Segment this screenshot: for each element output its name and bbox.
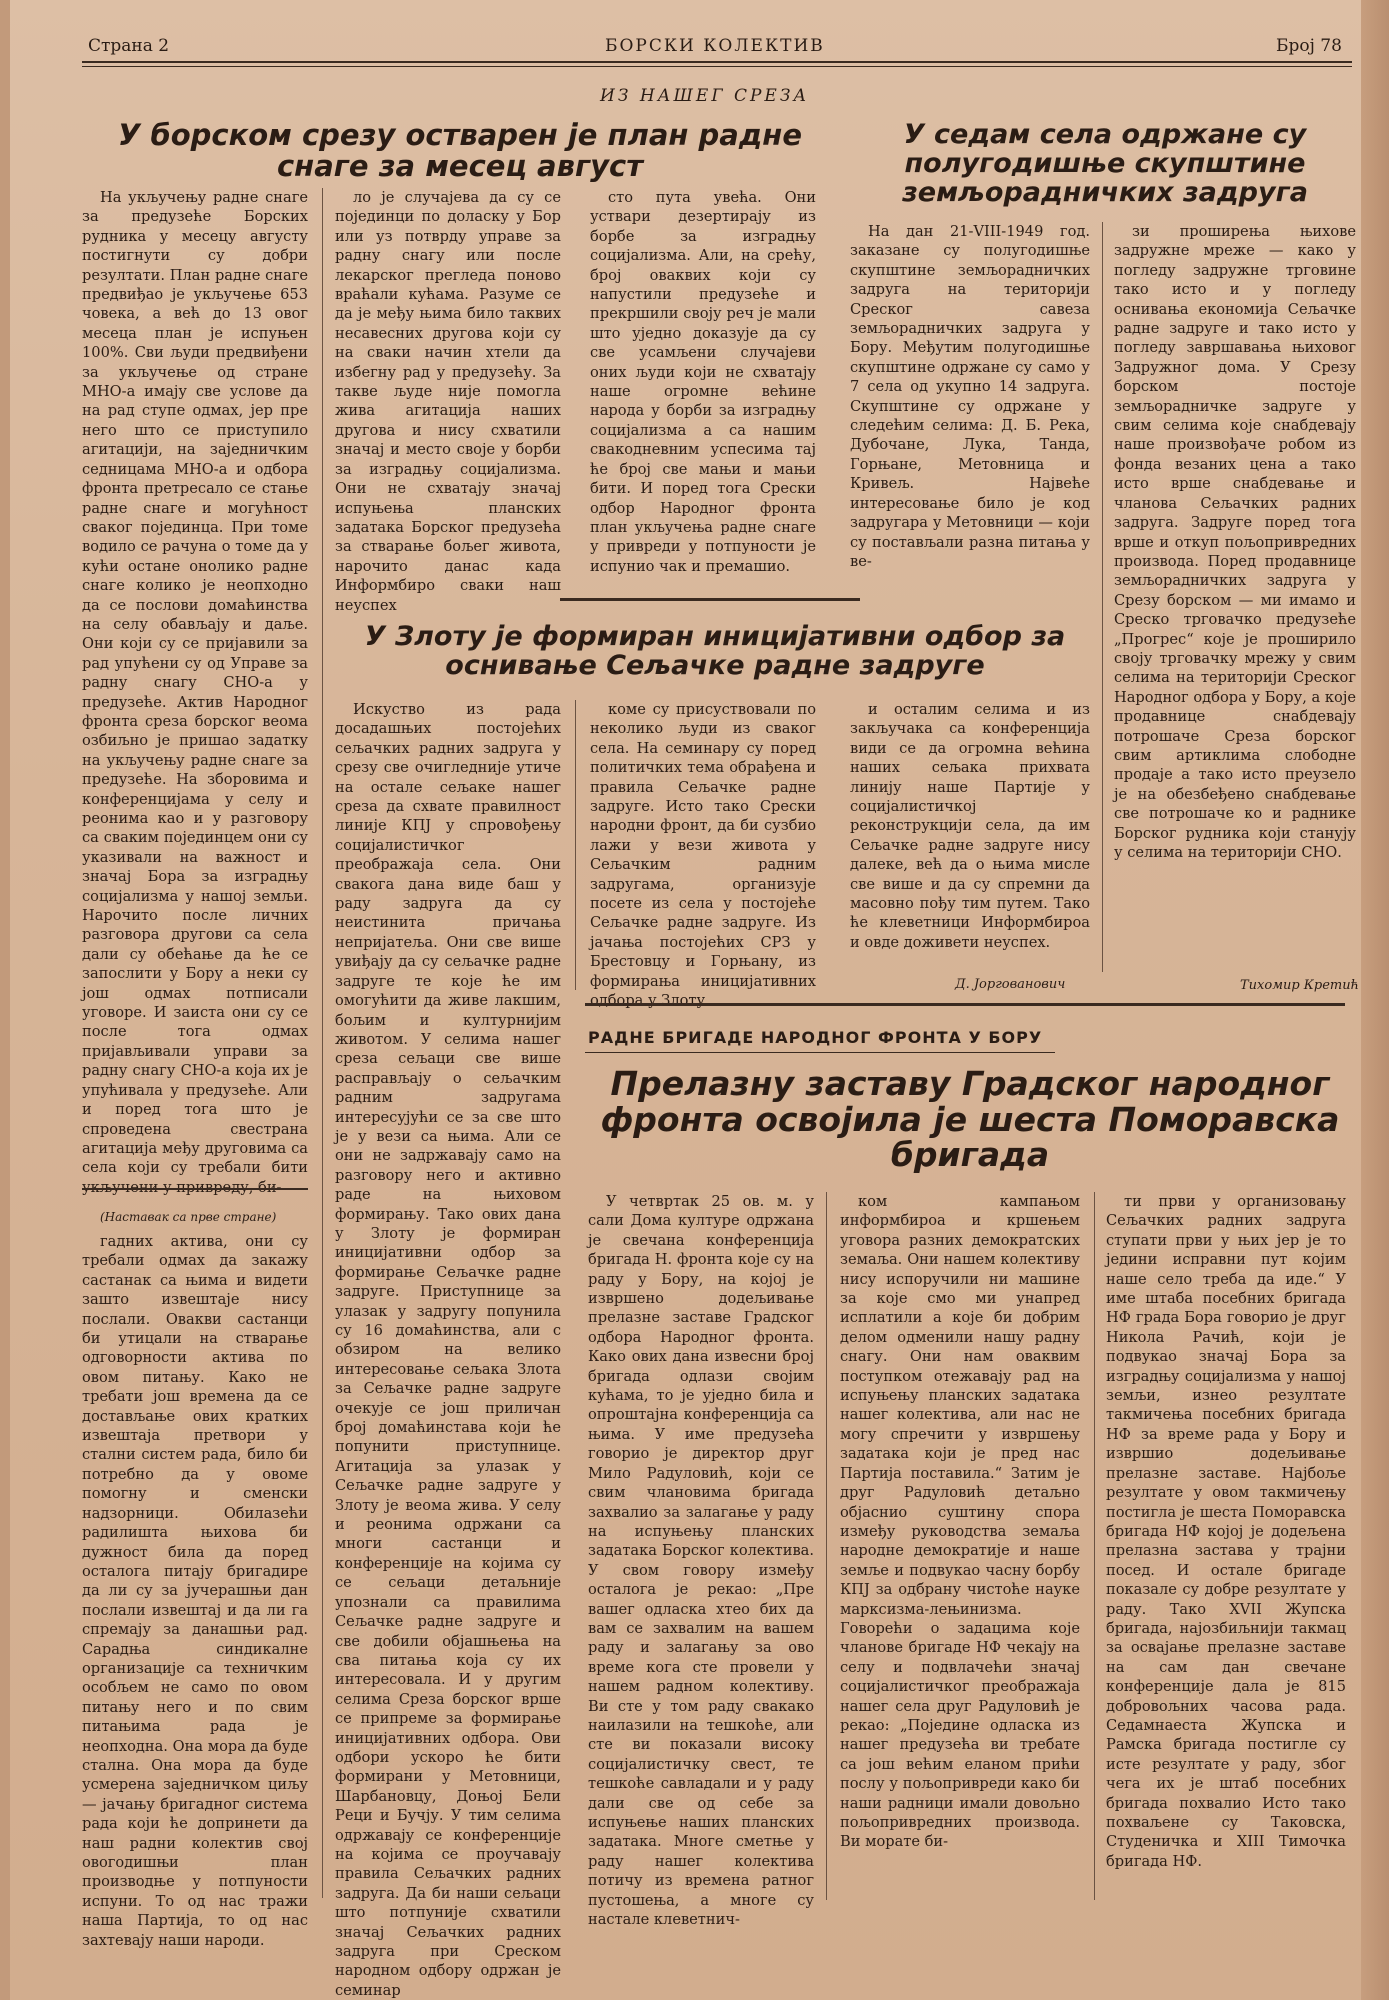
article3-column-2 [590,700,816,1010]
column-rule-1 [322,188,323,1898]
article4-column-1 [588,1192,814,1929]
article1-column-3 [590,188,816,573]
issue-number: Број 78 [1276,36,1342,56]
header-rule [82,61,1352,63]
continuation-column [82,1232,308,1949]
continuation-note: (Наставак са прве стране) [100,1210,277,1224]
article4-top-rule [585,1003,1345,1006]
continuation-rule [82,1188,308,1190]
article1-column-1 [82,188,308,1198]
article2-column-1 [850,222,1090,574]
article4-text-1: У четвртак 25 ов. м. у сали Дома културе одржана је свечана конференција бригада Н. фронта које су на раду у Бору, на којој је извршено додељивање прелазне заставе Градског одбора Народног фронта. Како ових дана извесни број бригада одлази својим кућама, то је уједно била и опроштајна конференција са њима. У име предузећа говорио је директор друг Мило Радуловић, који се свим члановима бригада захвалио за залагање у раду на испуњењу планских задатака Борског колектива. У свом говору између осталога је рекао: „Пре вашег одласка хтео бих да вам се захвалим на вашем раду и залагању за ово време кога сте провели у нашем радном колективу. Ви сте у том раду свакако наилазили на тешкоће, али сте ви показали високу социјалистичку свест, те тешкоће савладали и у раду дали све од себе за испуњење наших планских задатака. Многе сметње у раду нашег колектива потичу из времена ратног пустошења, а многе су настале клеветнич- [588,1193,814,1929]
article4-column-2 [840,1192,1080,1902]
article2-text-2: зи проширења њихове задружне мреже — како у погледу задружне трговине тако исто и у погледу оснивања економија Сељачке радне задруге и тако исто у погледу завршавања њиховог Задружног дома. У Срезу борском постоје земљорадничке задруге у свим селима које снабдевају наше произвођаче робом из фонда везаних цена а тако исто врше снабдевање и чланова Сељачких радних задруга. Задруге поред тога врше и откуп пољопривредних производа. Поред продавнице земљорадничких задруга у Срезу борском — ми имамо и Среско трговачко предузеће „Прогрес“ које је проширило своју трговачку мрежу у свим селима на територији Среског Народног одбора у Бору, а које продавнице снабдевају потрошаче Среза борског свим артиклима слободне продаје а тако исто преузело је на обезбеђено снабдевање све потрошаче ко и раднике Борског рудника који станују у селима на територији СНО. [1114,223,1356,861]
article2-text-1: На дан 21-VIII-1949 год. заказане су полугодишње скупштине земљорадничких задруга на територији Среског савеза земљорадничких задруга у Бору. Међутим полугодишње скупштине одржане су само у 7 села од укупно 14 задруга. Скупштине су одржане у следећим селима: Д. Б. Река, Дубочане, Лука, Танда, Горњане, Метовница и Кривељ. Највеће интересовање било је код задругара у Метовници — који су постављали разна питања у ве- [850,223,1090,570]
article3-headline: У Злоту је формиран иницијативни одбор за оснивање Сељачке радне задруге [364,621,1066,682]
article2-headline: У седам села одржане су полугодишње скупштине земљорадничких задруга [902,119,1308,209]
column-rule-4 [826,1192,827,1900]
article4-column-3 [1106,1192,1346,1902]
page-right-edge [1361,0,1389,2000]
article4-kicker-rule [585,1052,1055,1053]
column-rule-3 [575,700,576,990]
article4-text-2: ком кампањом информбироа и кршењем уговора разних демократских земаља. Они нашем колективу нису испоручили ни машине за које смо ми унапред исплатили а које би добрим делом одменили нашу радну снагу. Они нам оваквим поступком отежавају рад на испуњењу планских задатака нашег колектива, али нас не могу спречити у извршењу задатака који је пред нас Партија поставила.“ Затим је друг Радуловић детаљно објаснио суштину спора између руководства земаља народне демократије и наше земље и подвукао часну борбу КПЈ за одбрану чистоће науке марксизма-лењинизма. Говорећи о задацима које чланове бригаде НФ чекају на селу и подвлачећи значај социјалистичког преображаја нашег села друг Радуловић је рекао: „Поједине одласка из нашег предузећа ви требате са још већим еланом прићи послу у пољопривреди како би наши радници имали довољно пољопривредних производа. Ви морате би- [840,1193,1080,1851]
continuation-text: гадних актива, они су требали одмах да закажу састанак са њима и видети зашто извештаје нису послали. Овакви састанци би утицали на стварање одговорности актива по овом питању. Како не требати још времена да се достављање ових кратких извештаја претвори у стални систем рада, било би потребно да у овоме помогну и сменски надзорници. Обилазећи радилишта њихова би дужност била да поред осталога питају бригадире да ли су за јучерашњи дан послали извештај и да ли га спремају за данашњи рад. Сарадња синдикалне организације са техничким особљем не само по овом питању него и по свим питањима рада је неопходна. Она мора да буде стална. Она мора да буде усмерена заједничком циљу — јачању бригадног система рада који ће допринети да наш радни колектив свој овогодишњи план производње у потпуности испуни. То од нас тражи наша Партија, то од нас захтевају наши народи. [82,1233,308,1949]
section-label: ИЗ НАШЕГ СРЕЗА [600,86,810,106]
article1-text-3: сто пута увећа. Они уствари дезертирају из борбе за изградњу социјализма. Али, на срећу, број оваквих који су напустили предузеће и прекршили своју реч је мали што уједно доказује да су све усамљени случајеви оних људи који не схватају наше огромне већине народа у борби за изградњу социјализма а са нашим свакодневним успесима тај ће број све мањи и мањи бити. И поред тога Срески одбор Народног фронта план укључења радне снаге у привреди у потпуности је испунио чак и премашио. [590,189,816,575]
article2-author: Тихомир Кретић [1240,978,1359,993]
article1-column-2 [335,188,561,614]
article1-text-2: ло је случајева да су се појединци по доласку у Бор или уз потврду управе за радну снагу или после лекарског прегледа поново враћали кућама. Разуме се да је међу њима било таквих несавесних другова који су на сваки начин хтели да избегну рад у предузећу. За такве људе није помогла жива агитација наших другова и нису схватили значај и место своје у борби за изградњу социјализма. Они не схватају значај испуњења планских задатака Борског предузећа за стварање бољег живота, нарочито данас када Информбиро сваки наш неуспех [335,189,561,614]
article3-column-1 [335,700,561,1999]
article3-text-3: и осталим селима и из закључака са конференција види се да огромна већина наших сељака прихвата линију наше Партије у социјалистичкој реконструкцији села, да им Сељачке радне задруге нису далеке, већ да о њима мисле све више и да су спремни да масовно пођу тим путем. Тако ће клеветници Информбироа и овде доживети неуспех. [850,701,1090,951]
article1-headline: У борском срезу остварен је план радне снаге за месец август [118,118,802,184]
ornament-divider [560,598,860,601]
article4-text-3: ти први у организовању Сељачких радних задруга ступати први у њих јер је то једини исправни пут којим наше село треба да иде.“ У име штаба посебних бригада НФ града Бора говорио је друг Никола Рачић, који је подвукао значај Бора за изградњу социјализма у нашој земљи, изнео резултате такмичења посебних бригада НФ за време рада у Бору и извршио додељивање прелазне заставе. Најбоље резултате у овом такмичењу постигла је шеста Поморавска бригада НФ којој је додељена прелазна застава у трајни посед. И остале бригаде показале су добре резултате у раду. Тако XVII Жупска бригада, најозбиљнији такмац за освајање прелазне заставе на сам дан свечане конференције дала је 815 добровољних часова рада. Седамнаеста Жупска и Рамска бригада постигле су исте резултате у раду, због чега их је штаб посебних бригада похвалио Исто тако похваљене су Таковска, Студеничка и XIII Тимочка бригада НФ. [1106,1193,1346,1870]
column-rule-2 [1102,222,1103,972]
article3-text-1: Искуство из рада досадашњих постојећих сељачких радних задруга у срезу све очигледније утиче на остале сељаке нашег среза да схвате правилност линије КПЈ у спровођењу социјалистичког преображаја села. Они свакога дана виде баш у раду задруга да су неистинита причања непријатеља. Они све више увиђају да су сељачке радне задруге те које ће им омогућити да живе лакшим, бољим и културнијим животом. У селима нашег среза сељаци све више распрaвљају о сељачким радним задругама интересујући се за све што је у вези са њима. Али се они не задржавају само на разговору него и активно раде на њиховом формирању. Тако ових дана у Злоту је формиран иницијативни одбор за формирање Сељачке радне задруге. Приступнице за улазак у задругу попунила су 16 домаћинства, али с обзиром на велико интересовање сељака Злота за Сељачке радне задруге очекује се још приличан број домаћинстава који ће попунити приступнице. Агитација за улазак у Сељачке радне задруге у Злоту је веома жива. У селу и реонима одржани са многи састанци и конференције на којима су се сељаци детаљније упознали са правилима Сељачке радне задруге и све добили објашњења на сва питања која су их интересовала. И у другим селима Среза борског врше се припреме за формирање иницијативних одбора. Ови одбори ускоро ће бити формирани у Метовници, Шарбановцу, Доњој Бели Реци и Бучју. У тим селима одржавају се конференције на којима се проучавају правила Сељачких радних задруга. Да би наши сељаци што потпуније схватили значај Сељачких радних задруга при Среском народном одбору одржан је семинар [335,701,561,1999]
article2-column-2 [1114,222,1356,972]
article3-author: Д. Јоргованович [955,977,1066,992]
article3-text-2: коме су присуствовали по неколико људи из сваког села. На семинару су поред политичких тема обрађена и правила Сељачке радне задруге. Исто тако Срески народни фронт, да би сузбио лажи у вези живота у Сељачким радним задругама, организује посете из села у постојеће Сељачке радне задруге. Из јачања постојећих СРЗ у Брестовцу и Горњану, из формирања иницијативних одбора у Злоту [590,701,816,1010]
article4-kicker: РАДНЕ БРИГАДЕ НАРОДНОГ ФРОНТА У БОРУ [588,1028,1043,1047]
header-rule-thin [82,66,1352,67]
newspaper-title: БОРСКИ КОЛЕКТИВ [605,36,825,56]
page-left-edge [0,0,10,2000]
article3-column-3 [850,700,1090,962]
column-rule-5 [1094,1192,1095,1900]
article1-text-1: На укључењу радне снаге за предузеће Борских рудника у месецу августу постигнути су добри резултати. План радне снаге предвиђао је укључење 653 човека, а већ до 13 овог месеца план је испуњен 100%. Сви људи предвиђени за укључење од стране МНО-а имају све услове да на рад ступе одмах, јер пре него што се приступило агитацији, на заједничким седницама МНО-а и одбора фронта претресало се стање радне снаге и могућност сваког појединца. При томе водило се рачуна о томе да у кући остане онолико радне снаге колико је неопходно да се послови домаћинства на селу обављају и даље. Они који су се пријавили за рад упућени су од Управе за радну снагу СНО-а у предузеће. Актив Народног фронта среза борског веома озбиљно је пришао задатку на укључењу радне снаге за предузеће. На зборовима и конференцијама у селу и реонима као и у разговору са сваким појединцем они су указивали на важност и значај Бора за изградњу социјализма у нашој земљи. Нарочито после личних разговора другови са села дали су обећање да ће се запослити у Бору а неки су још одмах потписали уговоре. И заиста они су се после тога одмах пријављивали управи за радну снагу СНО-а која их је упућивала у предузеће. Али и поред тога што је спроведена свестрана агитација међу друговима са села који су требали бити укључени у привреду, би- [82,189,308,1196]
page-number: Страна 2 [88,36,170,56]
article4-headline: Прелазну заставу Градског народног фронта освојила је шеста Поморавска бригада [600,1064,1340,1175]
